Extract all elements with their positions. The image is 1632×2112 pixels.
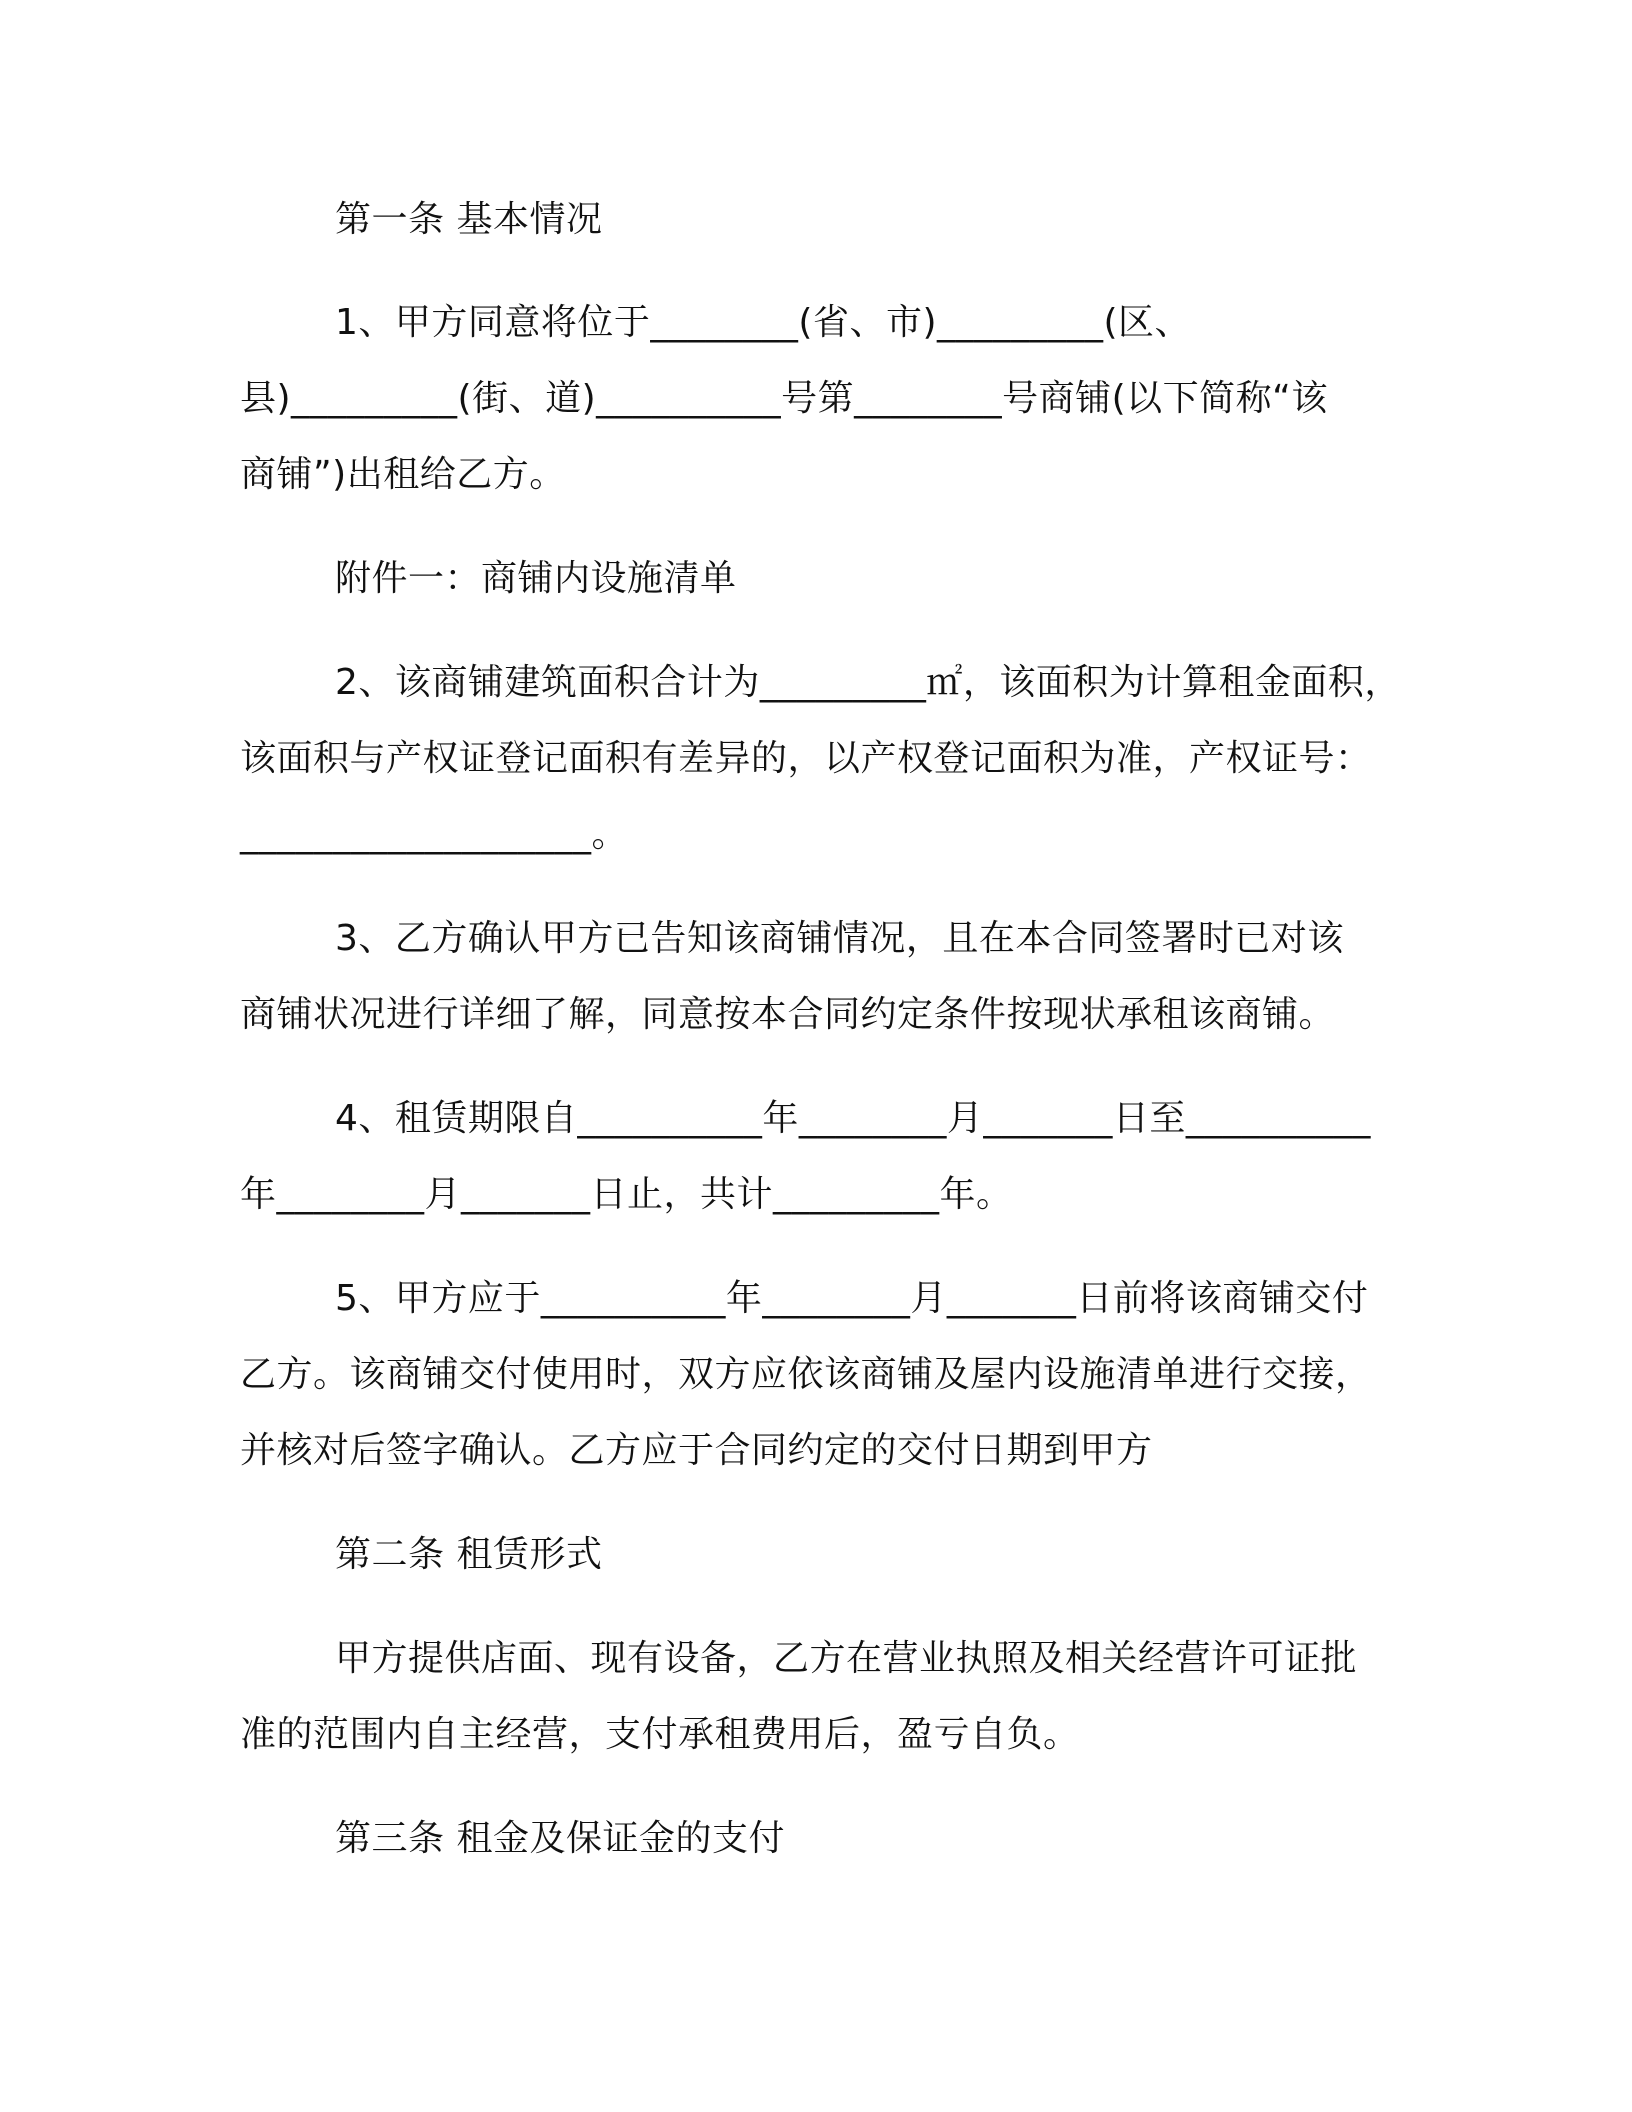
- clause-3-line-2: 商铺状况进行详细了解，同意按本合同约定条件按现状承租该商铺。: [240, 994, 1336, 1035]
- clause-5-line-2: 乙方。该商铺交付使用时，双方应依该商铺及屋内设施清单进行交接，: [240, 1354, 1372, 1395]
- article-3-heading: 第三条 租金及保证金的支付: [335, 1818, 785, 1859]
- clause-2-line-1: 2、该商铺建筑面积合计为_________㎡，该面积为计算租金面积，: [335, 662, 1401, 703]
- clause-1-line-3: 商铺”)出租给乙方。: [240, 454, 566, 495]
- clause-5-line-1: 5、甲方应于__________年________月_______日前将该商铺交付: [335, 1278, 1369, 1319]
- clause-3-line-1: 3、乙方确认甲方已告知该商铺情况，且在本合同签署时已对该: [335, 918, 1344, 959]
- clause-2-line-3: ___________________。: [240, 814, 628, 855]
- article-2-body-line-2: 准的范围内自主经营，支付承租费用后，盈亏自负。: [240, 1714, 1080, 1755]
- clause-1-line-2: 县)_________(街、道)__________号第________号商铺(以下简称“该: [240, 378, 1328, 419]
- clause-2-line-2: 该面积与产权证登记面积有差异的，以产权登记面积为准，产权证号：: [240, 738, 1372, 779]
- clause-4-line-1: 4、租赁期限自__________年________月_______日至__________: [335, 1098, 1371, 1139]
- clause-4-line-2: 年________月_______日止，共计_________年。: [240, 1174, 1013, 1215]
- clause-5-line-3: 并核对后签字确认。乙方应于合同约定的交付日期到甲方: [240, 1430, 1153, 1471]
- clause-1-line-1: 1、甲方同意将位于________(省、市)_________(区、: [335, 302, 1192, 343]
- article-1-heading: 第一条 基本情况: [335, 199, 603, 240]
- article-2-body-line-1: 甲方提供店面、现有设备，乙方在营业执照及相关经营许可证批: [335, 1638, 1358, 1679]
- attachment-1-line: 附件一：商铺内设施清单: [335, 558, 737, 599]
- article-2-heading: 第二条 租赁形式: [335, 1534, 603, 1575]
